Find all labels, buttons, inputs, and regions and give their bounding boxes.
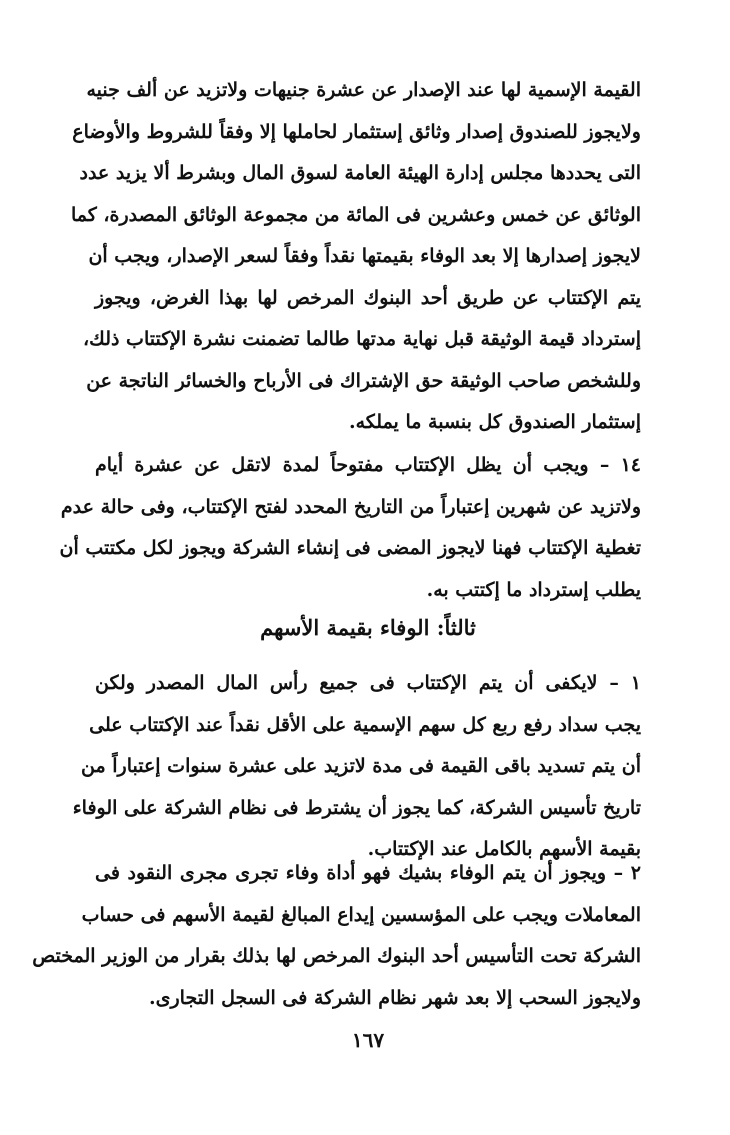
- text-line: إسترداد قيمة الوثيقة قبل نهاية مدتها طالما تضمنت نشرة الإكتتاب ذلك،: [83, 328, 641, 350]
- paragraph-payment-by-check: [32, 853, 641, 1019]
- text-line: ١ – لايكفى أن يتم الإكتتاب فى جميع رأس المال المصدر ولكن: [95, 672, 641, 694]
- text-line: ولايجوز للصندوق إصدار وثائق إستثمار لحاملها إلا وفقاً للشروط والأوضاع: [72, 120, 641, 143]
- text-line: إستثمار الصندوق كل بنسبة ما يملكه.: [348, 411, 641, 433]
- text-line: أن يتم تسديد باقى القيمة فى مدة لاتزيد على عشرة سنوات إعتباراً من: [80, 755, 641, 777]
- text-line: يتم الإكتتاب عن طريق أحد البنوك المرخص لها بهذا الغرض، ويجوز: [95, 286, 641, 309]
- text-line: المعاملات ويجب على المؤسسين إيداع المبالغ لقيمة الأسهم فى حساب: [81, 903, 641, 926]
- text-line: يجب سداد رفع ربع كل سهم الإسمية على الأقل نقداً عند الإكتتاب على: [89, 713, 641, 736]
- text-line: تاريخ تأسيس الشركة، كما يجوز أن يشترط فى نظام الشركة على الوفاء: [72, 796, 641, 819]
- text-line: ولاتزيد عن شهرين إعتباراً من التاريخ المحدد لفتح الإكتتاب، وفى حالة عدم: [60, 495, 641, 518]
- text-line: ولايجوز السحب إلا بعد شهر نظام الشركة فى السجل التجارى.: [149, 986, 641, 1009]
- text-line: الوثائق عن خمس وعشرين فى المائة من مجموعة الوثائق المصدرة، كما: [70, 203, 641, 226]
- text-line: ٢ – ويجوز أن يتم الوفاء بشيك فهو أداة وفاء تجرى مجرى النقود فى: [95, 862, 641, 884]
- text-line: ١٤ – ويجب أن يظل الإكتتاب مفتوحاً لمدة لاتقل عن عشرة أيام: [95, 454, 641, 476]
- text-line: تغطية الإكتتاب فهنا لايجوز المضى فى إنشاء الشركة ويجوز لكل مكتتب أن: [59, 537, 641, 559]
- paragraph-payment-rules: [72, 663, 641, 871]
- text-line: القيمة الإسمية لها عند الإصدار عن عشرة جنيهات ولاتزيد عن ألف جنيه: [86, 79, 641, 101]
- text-line: الشركة تحت التأسيس أحد البنوك المرخص لها بذلك بقرار من الوزير المختص: [32, 945, 641, 967]
- paragraph-shares-value: [70, 70, 641, 444]
- text-line: لايجوز إصدارها إلا بعد الوفاء بقيمتها نقداً وفقاً لسعر الإصدار، ويجب أن: [88, 245, 641, 267]
- page-number: ١٦٧: [351, 1028, 385, 1052]
- text-line: يطلب إسترداد ما إكتتب به.: [426, 578, 641, 601]
- text-line: التى يحددها مجلس إدارة الهيئة العامة لسوق المال وبشرط ألا يزيد عدد: [79, 162, 641, 184]
- paragraph-subscription-period: [59, 445, 641, 611]
- section-heading: ثالثاً: الوفاء بقيمة الأسهم: [260, 615, 476, 640]
- text-line: وللشخص صاحب الوثيقة حق الإشتراك فى الأرباح والخسائر الناتجة عن: [86, 369, 641, 392]
- text-line: بقيمة الأسهم بالكامل عند الإكتتاب.: [367, 838, 641, 860]
